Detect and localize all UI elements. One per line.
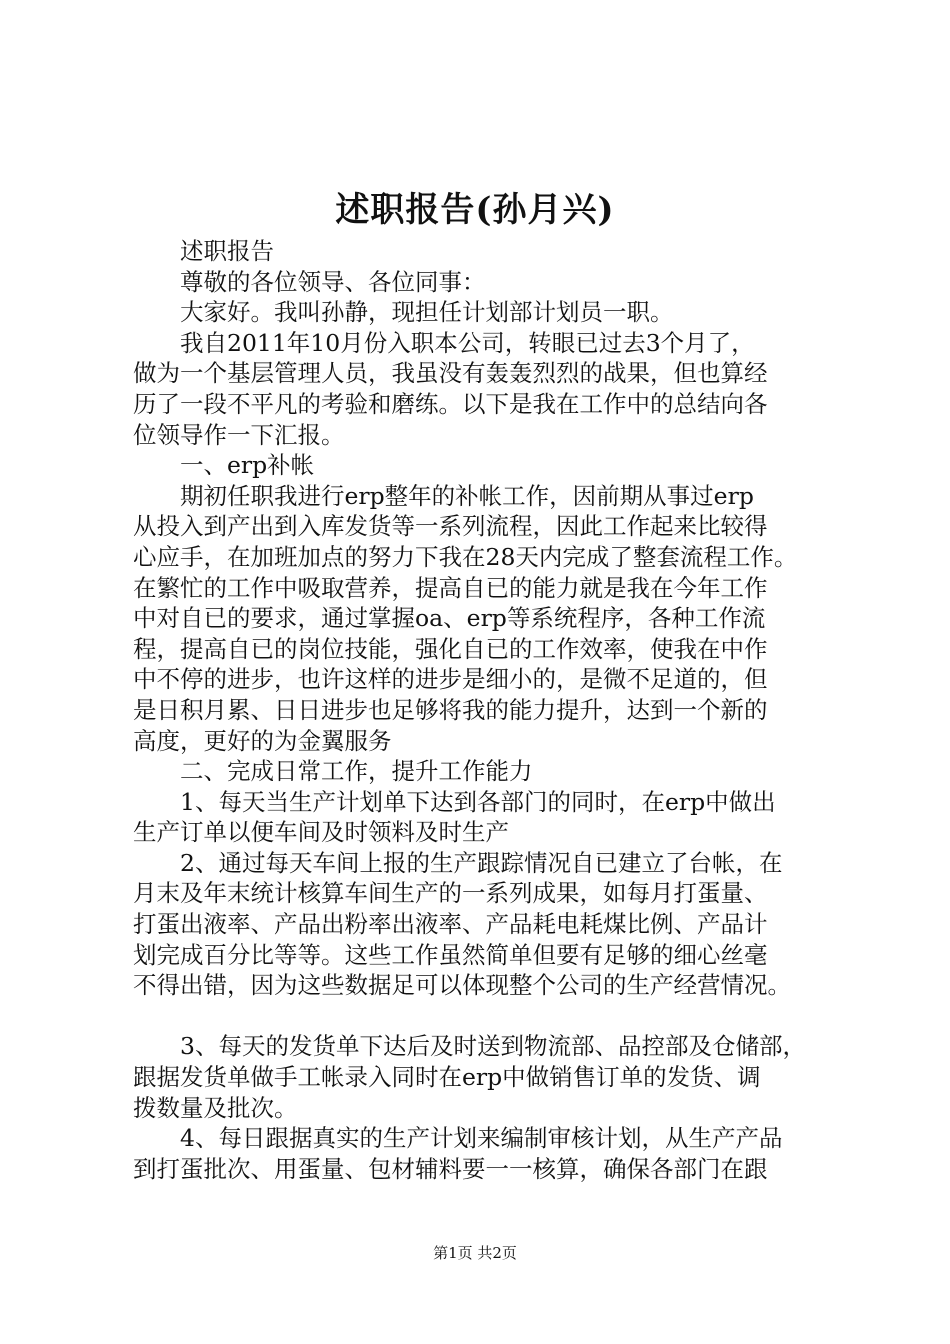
body-line: 拨数量及批次。 <box>133 1093 298 1122</box>
body-line: 4、每日跟据真实的生产计划来编制审核计划，从生产产品 <box>180 1124 783 1153</box>
body-line: 大家好。我叫孙静，现担任计划部计划员一职。 <box>180 298 674 327</box>
body-line: 生产订单以便车间及时领料及时生产 <box>133 818 509 847</box>
body-line: 月末及年末统计核算车间生产的一系列成果，如每月打蛋量、 <box>133 879 768 908</box>
body-line: 2、通过每天车间上报的生产跟踪情况自已建立了台帐，在 <box>180 848 783 877</box>
body-line: 中不停的进步，也许这样的进步是细小的，是微不足道的，但 <box>133 665 768 694</box>
section-heading: 二、完成日常工作，提升工作能力 <box>180 757 533 786</box>
body-line: 到打蛋批次、用蛋量、包材辅料要一一核算，确保各部门在跟 <box>133 1154 768 1183</box>
body-line: 做为一个基层管理人员，我虽没有轰轰烈烈的战果，但也算经 <box>133 359 768 388</box>
document-title: 述职报告(孙月兴) <box>335 190 615 230</box>
body-line: 高度，更好的为金翼服务 <box>133 726 392 755</box>
body-line: 划完成百分比等等。这些工作虽然简单但要有足够的细心丝毫 <box>133 940 768 969</box>
body-line: 位领导作一下汇报。 <box>133 420 345 449</box>
body-line: 从投入到产出到入库发货等一系列流程，因此工作起来比较得 <box>133 512 768 541</box>
body-line: 程，提高自已的岗位技能，强化自已的工作效率，使我在中作 <box>133 634 768 663</box>
body-line: 中对自已的要求，通过掌握oa、erp等系统程序，各种工作流 <box>133 604 766 633</box>
body-line: 我自2011年10月份入职本公司，转眼已过去3个月了， <box>180 328 755 357</box>
body-line: 在繁忙的工作中吸取营养，提高自已的能力就是我在今年工作 <box>133 573 768 602</box>
body-line: 不得出错，因为这些数据足可以体现整个公司的生产经营情况。 <box>133 971 791 1000</box>
body-line: 述职报告 <box>180 237 274 265</box>
body-line: 尊敬的各位领导、各位同事： <box>180 267 486 296</box>
body-line: 心应手，在加班加点的努力下我在28天内完成了整套流程工作。 <box>133 542 798 571</box>
document-body <box>133 236 833 1184</box>
section-heading: 一、erp补帐 <box>180 451 315 480</box>
paragraph-gap <box>133 1001 833 1032</box>
page-footer: 第1页 共2页 <box>433 1244 517 1262</box>
body-line: 期初任职我进行erp整年的补帐工作，因前期从事过erp <box>180 481 754 510</box>
body-line: 1、每天当生产计划单下达到各部门的同时，在erp中做出 <box>180 787 776 816</box>
body-line: 3、每天的发货单下达后及时送到物流部、品控部及仓储部， <box>180 1032 806 1061</box>
body-line: 跟据发货单做手工帐录入同时在erp中做销售订单的发货、调 <box>133 1063 761 1092</box>
body-line: 打蛋出液率、产品出粉率出液率、产品耗电耗煤比例、产品计 <box>133 910 768 939</box>
body-line: 是日积月累、日日进步也足够将我的能力提升，达到一个新的 <box>133 695 768 724</box>
body-line: 历了一段不平凡的考验和磨练。以下是我在工作中的总结向各 <box>133 389 768 418</box>
